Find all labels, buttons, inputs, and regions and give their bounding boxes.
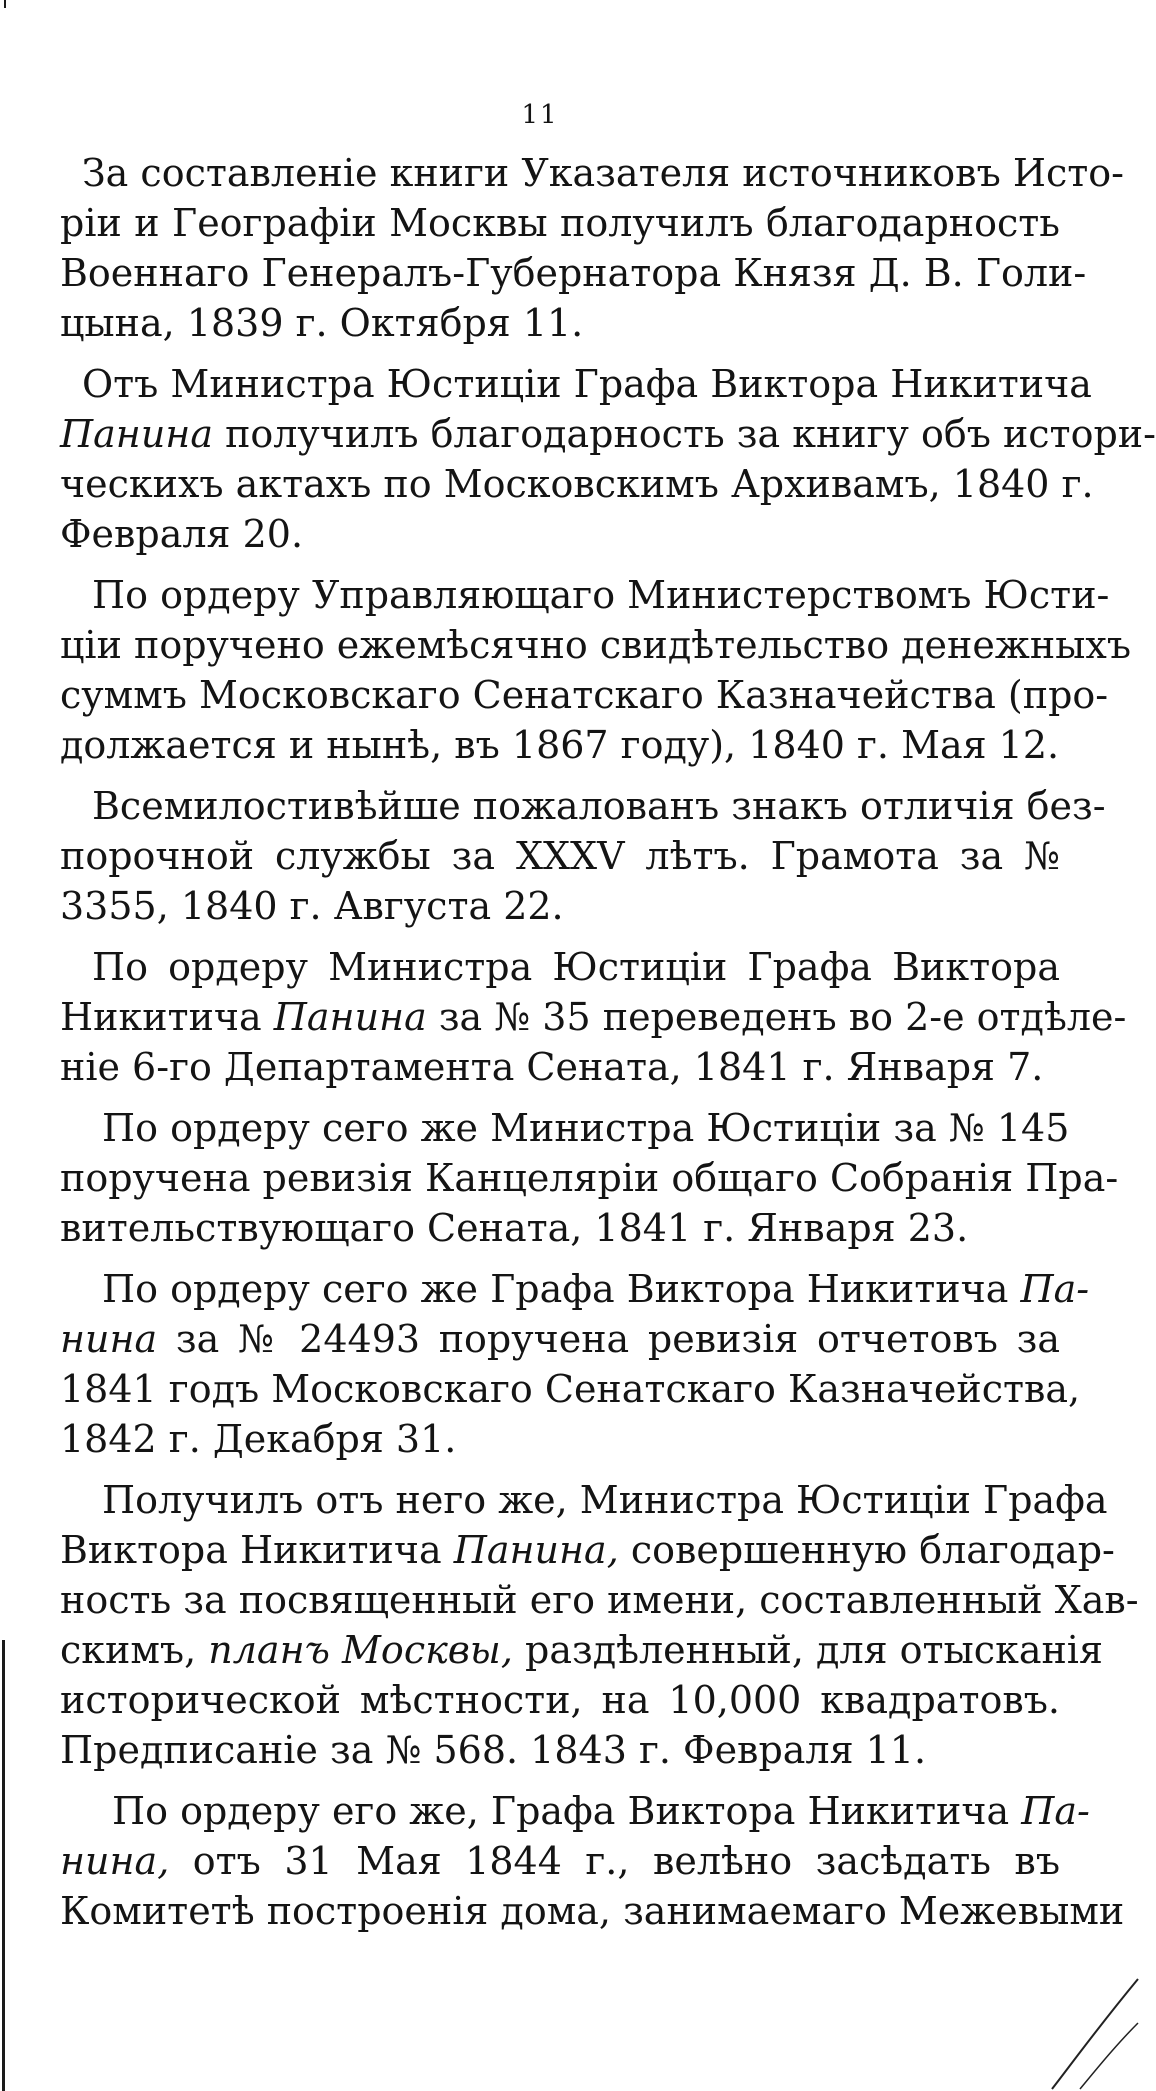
italic-name: Па- [1020,1267,1090,1311]
text-segment: 1841 годъ Московскаго Сенатскаго Казначейства, [60,1367,1081,1411]
text-segment: По ордеру Управляющаго Министерствомъ Юсти- [92,573,1110,617]
italic-name: планъ Москвы, [208,1628,513,1672]
text-segment: Февраля 20. [60,512,304,556]
paragraph [60,570,1131,770]
text-segment: отъ 31 Мая 1844 г., велѣно засѣдать въ [169,1839,1060,1883]
text-line [60,1042,1060,1092]
text-line [60,1725,1060,1775]
italic-name: нина, [60,1839,170,1883]
text-segment: совершенную благодар- [618,1528,1115,1572]
text-line [60,1314,1060,1364]
scan-edge-mark-top [4,0,6,8]
text-line [60,1203,1060,1253]
paragraph [60,359,1156,559]
paragraph [60,1103,1119,1253]
text-line [60,1153,1119,1203]
text-segment: По ордеру его же, Графа Виктора Никитича [112,1789,1022,1833]
text-line [60,409,1156,459]
text-line [60,720,1060,770]
text-segment: ческихъ актахъ по Московскимъ Архивамъ, 1840 г. [60,462,1094,506]
text-segment: за № 24493 поручена ревизія отчетовъ за [157,1317,1060,1361]
text-segment: вительствующаго Сената, 1841 г. Января 23. [60,1206,969,1250]
text-line [60,509,1060,559]
text-line [60,781,1106,831]
text-segment: суммъ Московскаго Сенатскаго Казначейства (про- [60,673,1109,717]
text-segment: за № 35 переведенъ во 2-е отдѣле- [426,995,1127,1039]
text-segment: получилъ благодарность за книгу объ истори- [212,412,1156,456]
text-segment: По ордеру Министра Юстиціи Графа Виктора [92,945,1060,989]
text-line [60,670,1109,720]
body-text [60,148,1156,1947]
paragraph [60,1475,1139,1775]
text-segment: исторической мѣстности, на 10,000 квадратовъ. [60,1678,1060,1722]
text-line [60,570,1110,620]
text-segment: Всемилостивѣйше пожалованъ знакъ отличія без- [92,784,1106,828]
text-line [60,359,1092,409]
paragraph [60,1264,1090,1464]
text-segment: ніе 6-го Департамента Сената, 1841 г. Января 7. [60,1045,1044,1089]
text-line [60,248,1087,298]
text-line [60,1475,1108,1525]
italic-name: Па- [1021,1789,1090,1833]
text-segment: Военнаго Генералъ-Губернатора Князя Д. В. Голи- [60,251,1087,295]
text-line [60,148,1124,198]
text-segment: Виктора Никитича [60,1528,454,1572]
text-line [60,1625,1103,1675]
italic-name: Панина [273,995,427,1039]
text-line [60,992,1127,1042]
text-line [60,1264,1090,1314]
text-line [60,1675,1060,1725]
text-line [60,459,1094,509]
paragraph [60,148,1124,348]
text-line [60,1364,1081,1414]
text-line [60,620,1131,670]
italic-name: Панина, [453,1528,619,1572]
text-segment: 1842 г. Декабря 31. [60,1417,457,1461]
text-segment: За составленіе книги Указателя источниковъ Исто- [82,151,1124,195]
text-segment: должается и нынѣ, въ 1867 году), 1840 г. Мая 12. [60,723,1060,767]
paragraph [60,942,1127,1092]
text-line [60,298,1060,348]
text-segment: скимъ, [60,1628,209,1672]
text-segment: ціи поручено ежемѣсячно свидѣтельство денежныхъ [60,623,1131,667]
page-number: 11 [521,100,559,130]
text-line [60,1886,1125,1936]
text-segment: Комитетѣ построенія дома, занимаемаго Межевыми [60,1889,1125,1933]
text-segment: цына, 1839 г. Октября 11. [60,301,584,345]
text-line [60,1575,1139,1625]
text-segment: Получилъ отъ него же, Министра Юстиціи Графа [102,1478,1108,1522]
text-segment: Отъ Министра Юстиціи Графа Виктора Никитича [82,362,1092,406]
page-curl-corner [1050,1971,1140,2091]
text-segment: По ордеру сего же Графа Виктора Никитича [102,1267,1021,1311]
text-segment: ріи и Географіи Москвы получилъ благодарность [60,201,1060,245]
paragraph [60,1786,1125,1936]
text-line [60,942,1060,992]
text-segment: Предписаніе за № 568. 1843 г. Февраля 11. [60,1728,927,1772]
text-line [60,1103,1070,1153]
text-segment: 3355, 1840 г. Августа 22. [60,884,564,928]
text-line [60,198,1060,248]
text-segment: поручена ревизія Канцеляріи общаго Собранія Пра- [60,1156,1119,1200]
italic-name: Панина [60,412,213,456]
text-line [60,831,1060,881]
scan-edge-mark-bottom [2,1640,5,2091]
paragraph [60,781,1106,931]
text-segment: По ордеру сего же Министра Юстиціи за № 145 [102,1106,1070,1150]
text-segment: порочной службы за XXXV лѣтъ. Грамота за № [60,834,1060,878]
text-segment: ность за посвященный его имени, составленный Хав- [60,1578,1139,1622]
text-line [60,881,1060,931]
italic-name: нина [60,1317,158,1361]
text-segment: раздѣленный, для отысканія [512,1628,1103,1672]
text-line [60,1525,1115,1575]
text-line [60,1836,1060,1886]
text-line [60,1786,1090,1836]
text-segment: Никитича [60,995,274,1039]
text-line [60,1414,1060,1464]
